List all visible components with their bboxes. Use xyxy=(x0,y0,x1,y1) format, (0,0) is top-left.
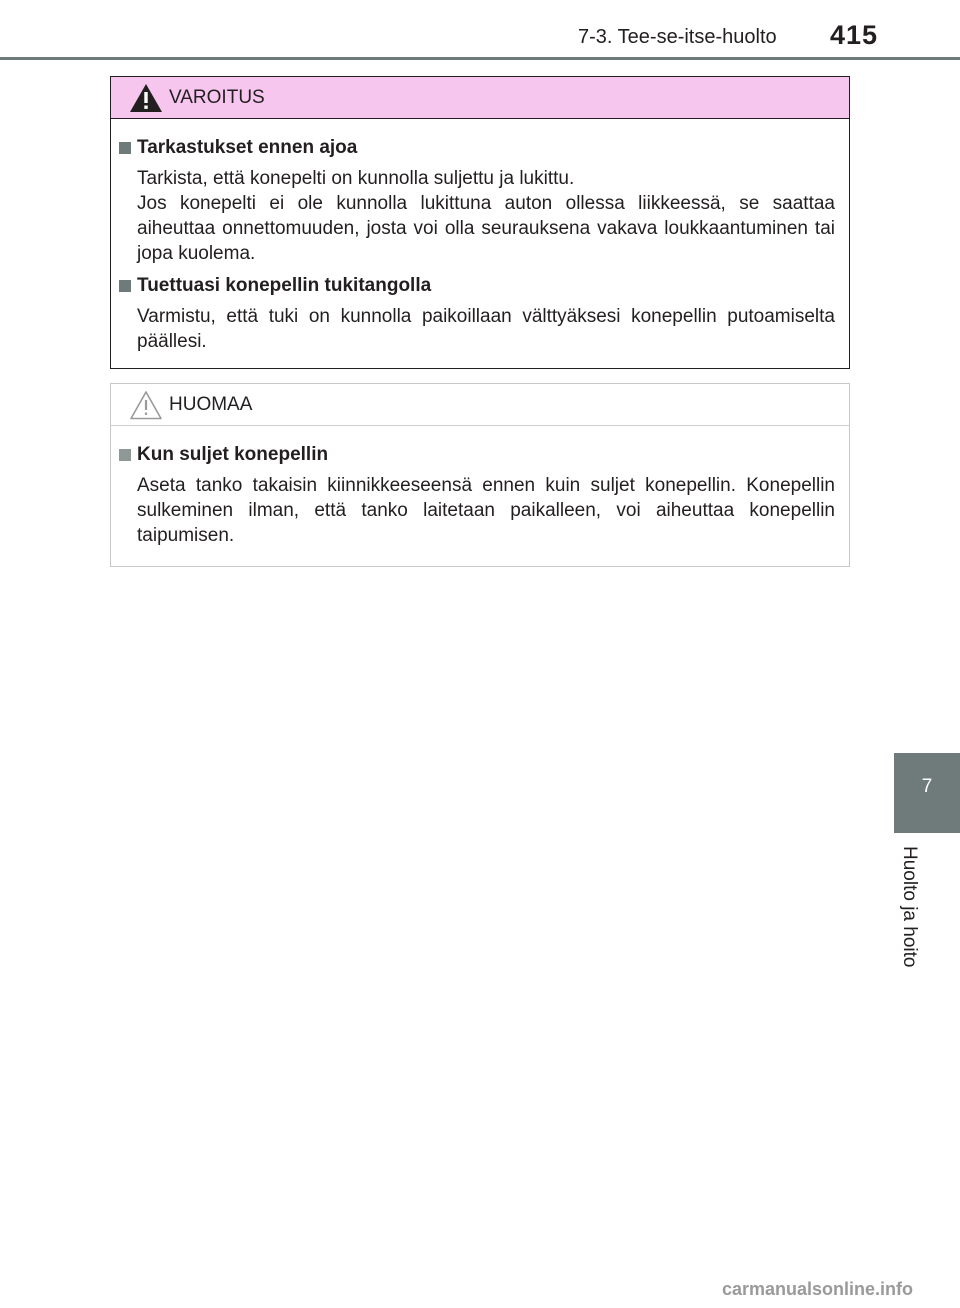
notice-item-text xyxy=(119,473,835,548)
warning-box xyxy=(110,76,850,369)
header-divider xyxy=(0,57,960,60)
watermark: carmanualsonline.info xyxy=(722,1279,914,1299)
warning-triangle-icon xyxy=(129,83,163,118)
warning-item-text xyxy=(119,166,835,266)
chapter-tab xyxy=(894,753,960,833)
warning-item-text xyxy=(119,304,835,354)
warning-title: VAROITUS xyxy=(169,87,265,108)
notice-body xyxy=(111,426,849,548)
paragraph: Jos konepelti ei ole kunnolla lukittuna auton ollessa liikkeessä, se saattaa aiheuttaa onnettomuuden, josta voi olla seurauksena vakava loukkaantuminen tai jopa kuolema. xyxy=(137,193,835,264)
notice-box xyxy=(110,383,850,567)
chapter-number: 7 xyxy=(921,776,933,797)
square-bullet-icon xyxy=(119,142,131,154)
paragraph: Aseta tanko takaisin kiinnikkeeseensä ennen kuin suljet konepellin. Konepellin sulkeminen ilman, että tanko laitetaan paikalleen, voi aiheuttaa konepellin taipumisen. xyxy=(137,475,835,546)
notice-title: HUOMAA xyxy=(169,394,253,415)
warning-header xyxy=(111,77,849,119)
notice-header xyxy=(111,384,849,426)
notice-item-heading: Kun suljet konepellin xyxy=(119,442,835,468)
square-bullet-icon xyxy=(119,449,131,461)
page-number: 415 xyxy=(830,20,879,50)
caution-triangle-outline-icon xyxy=(129,390,163,425)
section-title: 7-3. Tee-se-itse-huolto xyxy=(578,26,777,48)
warning-item-heading: Tuettuasi konepellin tukitangolla xyxy=(119,273,835,299)
square-bullet-icon xyxy=(119,280,131,292)
paragraph: Varmistu, että tuki on kunnolla paikoillaan välttyäksesi konepellin putoamiselta päällesi. xyxy=(137,306,835,352)
paragraph: Tarkista, että konepelti on kunnolla suljettu ja lukittu. xyxy=(137,168,575,189)
warning-body xyxy=(111,119,849,354)
chapter-title: Huolto ja hoito xyxy=(899,846,920,968)
warning-item-heading: Tarkastukset ennen ajoa xyxy=(119,135,835,161)
